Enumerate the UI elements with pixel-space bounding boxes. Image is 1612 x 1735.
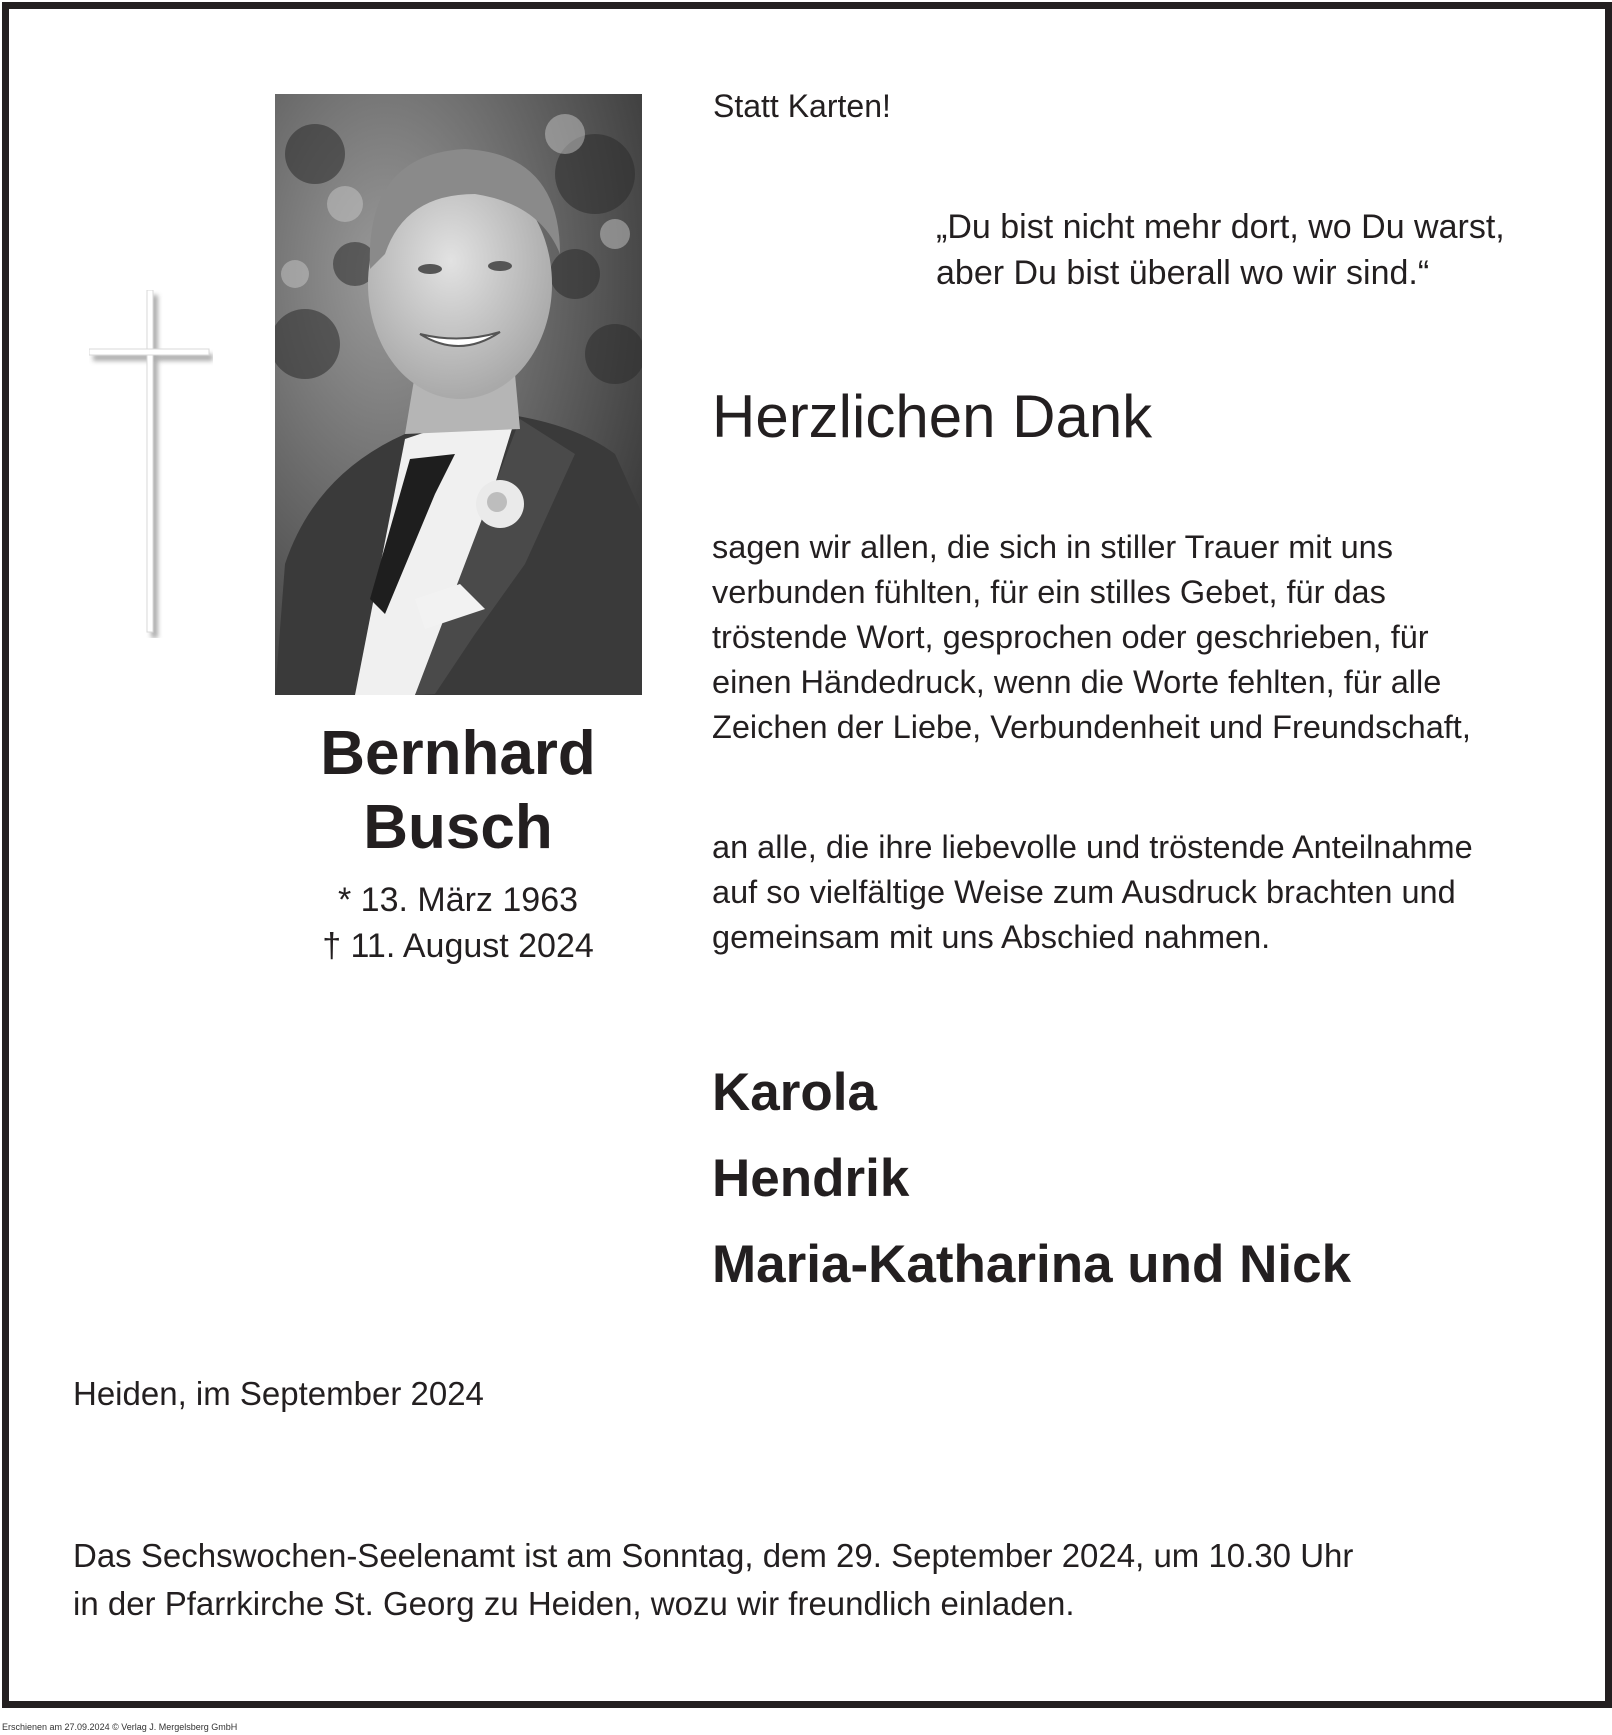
paragraph-line: an alle, die ihre liebevolle und tröstende Anteilnahme [712, 829, 1473, 865]
portrait-photo [275, 94, 642, 695]
quote-line: aber Du bist überall wo wir sind.“ [936, 254, 1430, 292]
page-title: Herzlichen Dank [712, 383, 1153, 450]
publisher-footer: Erschienen am 27.09.2024 © Verlag J. Mergelsberg GmbH [2, 1722, 238, 1732]
paragraph-line: tröstende Wort, gesprochen oder geschrieben, für [712, 619, 1429, 655]
deceased-last-name: Busch [363, 793, 553, 862]
paragraph-line: sagen wir allen, die sich in stiller Trauer mit uns [712, 529, 1393, 565]
paragraph-line: verbunden fühlten, für ein stilles Gebet, für das [712, 574, 1386, 610]
signer-name: Maria-Katharina und Nick [712, 1235, 1352, 1294]
deceased-first-name: Bernhard [320, 719, 596, 788]
death-date: † 11. August 2024 [322, 927, 594, 965]
thanks-paragraph-2 [712, 825, 1473, 960]
notice-line: in der Pfarrkirche St. Georg zu Heiden, wozu wir freundlich einladen. [73, 1585, 1075, 1622]
statt-karten: Statt Karten! [713, 88, 891, 124]
quote-line: „Du bist nicht mehr dort, wo Du warst, [936, 208, 1505, 246]
quote [936, 204, 1505, 296]
paragraph-line: gemeinsam mit uns Abschied nahmen. [712, 919, 1271, 955]
place-date: Heiden, im September 2024 [73, 1375, 484, 1412]
paragraph-line: auf so vielfältige Weise zum Ausdruck brachten und [712, 874, 1456, 910]
paragraph-line: einen Händedruck, wenn die Worte fehlten, für alle [712, 664, 1442, 700]
cross-icon [89, 290, 213, 638]
thanks-paragraph-1 [712, 525, 1471, 750]
birth-date: * 13. März 1963 [337, 881, 579, 919]
paragraph-line: Zeichen der Liebe, Verbundenheit und Freundschaft, [712, 709, 1471, 745]
notice-line: Das Sechswochen-Seelenamt ist am Sonntag, dem 29. September 2024, um 10.30 Uhr [73, 1537, 1354, 1574]
signer-name: Karola [712, 1063, 877, 1122]
signer-name: Hendrik [712, 1149, 910, 1208]
service-notice [73, 1532, 1353, 1628]
